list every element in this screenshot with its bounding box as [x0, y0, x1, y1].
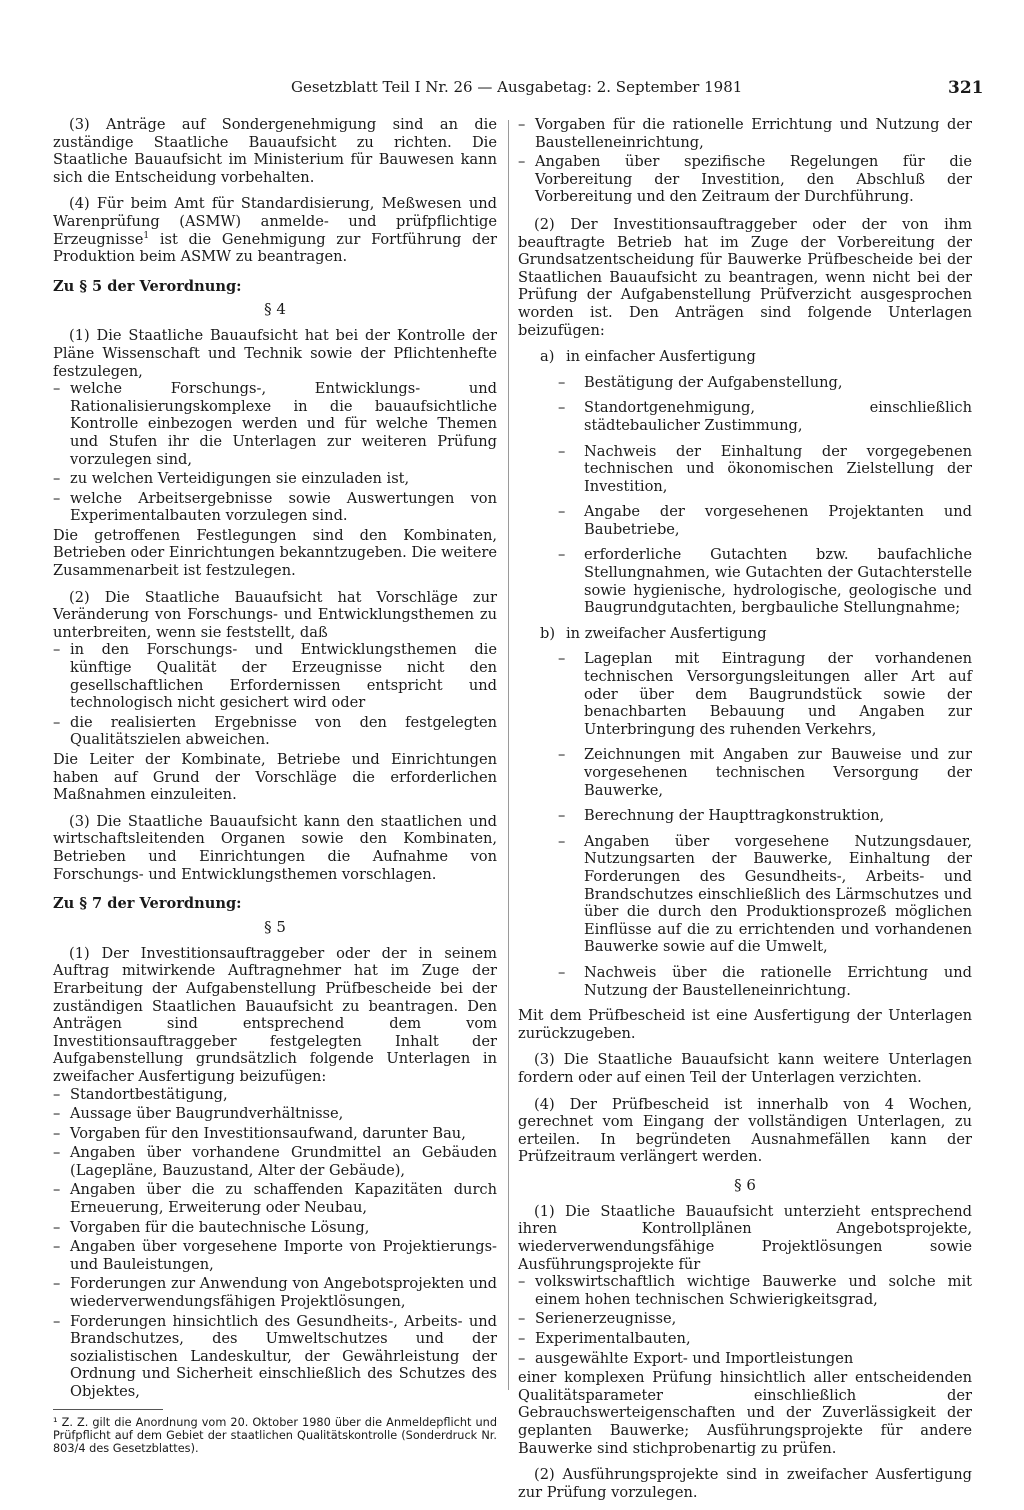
- bullet-list: [518, 116, 972, 206]
- list-item: – Aussage über Baugrundverhältnisse,: [53, 1105, 344, 1123]
- bullet-list: [53, 380, 497, 525]
- sub-list-item: – Zeichnungen mit Angaben zur Bauweise und zur vorgesehenen technischen Versorgung der Bauwerke,: [558, 746, 972, 799]
- paragraph-text: ist die Genehmigung zur Fortführung der Produktion beim ASMW zu beantragen.: [53, 230, 497, 266]
- paragraph: Die getroffenen Festlegungen sind den Kombinaten, Betrieben oder Einrichtungen bekanntzugeben. Die weitere Zusammenarbeit ist festzulegen.: [53, 526, 497, 580]
- paragraph: (1) Die Staatliche Bauaufsicht hat bei der Kontrolle der Pläne Wissenschaft und Technik sowie der Pflichtenhefte festzulegen,: [53, 327, 497, 380]
- sub-list-item: – Lageplan mit Eintragung der vorhandenen technischen Versorgungsleitungen aller Art auf oder über dem Baugrundstück sowie der benachbarten Bebauung und Angaben zur Unterbringung des ruhenden Verkehrs,: [558, 650, 972, 738]
- list-item: – welche Forschungs-, Entwicklungs- und Rationalisierungskomplexe in die bauaufsichtliche Kontrolle einbezogen werden und für welche Themen und Stufen ihr die Unterlagen zur weiteren Prüfung vorzulegen sind,: [53, 380, 497, 468]
- list-item: – welche Arbeitsergebnisse sowie Auswertungen von Experimentalbauten vorzulegen sind.: [53, 489, 497, 525]
- sub-list-item: – Standortgenehmigung, einschließlich städtebaulicher Zustimmung,: [558, 399, 972, 434]
- sub-list-item: – erforderliche Gutachten bzw. baufachliche Stellungnahmen, wie Gutachten der Gutachterstelle sowie hygienische, hydrologische, geologische und Baugrundgutachten, bergbauliche Stellungnahme;: [558, 546, 972, 617]
- running-header: [0, 76, 1024, 100]
- sub-list-item: – Berechnung der Haupttragkonstruktion,: [558, 807, 885, 825]
- list-item: – zu welchen Verteidigungen sie einzuladen ist,: [53, 470, 410, 488]
- sub-list-item: – Bestätigung der Aufgabenstellung,: [558, 373, 843, 391]
- list-item: – Angaben über vorgesehene Importe von Projektierungs- und Bauleistungen,: [53, 1238, 497, 1273]
- sub-list-item: – Nachweis über die rationelle Errichtung und Nutzung der Baustelleneinrichtung.: [558, 963, 972, 999]
- list-item: – die realisierten Ergebnisse von den festgelegten Qualitätszielen abweichen.: [53, 713, 497, 749]
- list-item: – Forderungen hinsichtlich des Gesundheits-, Arbeits- und Brandschutzes, des Umweltschutzes und der sozialistischen Landeskultur, der Gewährleistung der Ordnung und Sicherheit einschließlich des Schutzes des Objektes,: [53, 1312, 497, 1400]
- list-item: – Vorgaben für die bautechnische Lösung,: [53, 1218, 370, 1236]
- list-item: – Forderungen zur Anwendung von Angebotsprojekten und wiederverwendungsfähigen Projektlösungen,: [53, 1275, 497, 1311]
- paragraph: (2) Die Staatliche Bauaufsicht hat Vorschläge zur Veränderung von Forschungs- und Entwicklungsthemen zu unterbreiten, wenn sie feststellt, daß: [53, 588, 497, 641]
- footnote-rule: [53, 1409, 163, 1410]
- list-item: – Vorgaben für die rationelle Errichtung und Nutzung der Baustelleneinrichtung,: [518, 116, 972, 151]
- paragraph: (3) Anträge auf Sondergenehmigung sind an die zuständige Staatliche Bauaufsicht zu richten. Die Staatliche Bauaufsicht im Ministerium für Bauwesen kann sich die Entscheidung vorbehalten.: [53, 116, 497, 186]
- paragraph: (1) Die Staatliche Bauaufsicht unterzieht entsprechend ihren Kontrollplänen Angebotsprojekte, wiederverwendungsfähige Projektlösungen sowie Ausführungsprojekte für: [518, 1202, 972, 1273]
- section-heading: Zu § 7 der Verordnung:: [53, 895, 242, 913]
- list-item: – Angaben über spezifische Regelungen für die Vorbereitung der Investition, den Abschluß der Vorbereitung und den Zeitraum der Durchführung.: [518, 153, 972, 206]
- page-number: 321: [948, 78, 984, 98]
- section-number: § 4: [264, 300, 286, 319]
- list-item: – Angaben über die zu schaffenden Kapazitäten durch Erneuerung, Erweiterung oder Neubau,: [53, 1181, 497, 1217]
- running-title: Gesetzblatt Teil I Nr. 26 — Ausgabetag: 2. September 1981: [291, 78, 743, 96]
- paragraph: Die Leiter der Kombinate, Betriebe und Einrichtungen haben auf Grund der Vorschläge die erforderlichen Maßnahmen einzuleiten.: [53, 751, 497, 804]
- list-item: – Serienerzeugnisse,: [518, 1310, 677, 1328]
- paragraph: (3) Die Staatliche Bauaufsicht kann den staatlichen und wirtschaftsleitenden Organen sowie den Kombinaten, Betrieben und Einrichtungen die Aufnahme von Forschungs- und Entwicklungsthemen vorschlagen.: [53, 812, 497, 883]
- paragraph: (2) Ausführungsprojekte sind in zweifacher Ausfertigung zur Prüfung vorzulegen.: [518, 1466, 972, 1501]
- list-item: – volkswirtschaftlich wichtige Bauwerke und solche mit einem hohen technischen Schwierigkeitsgrad,: [518, 1273, 972, 1308]
- list-item: – Standortbestätigung,: [53, 1085, 228, 1103]
- list-item: – Angaben über vorhandene Grundmittel an Gebäuden (Lagepläne, Bauzustand, Alter der Gebäude),: [53, 1144, 497, 1179]
- section-number: § 5: [264, 917, 286, 936]
- column-divider: [508, 120, 509, 1390]
- lettered-item-a: a) in einfacher Ausfertigung: [540, 348, 756, 366]
- list-item: – in den Forschungs- und Entwicklungsthemen die künftige Qualität der Erzeugnisse nicht den gesellschaftlichen Erfordernissen entspricht und technologisch nicht gesichert wird oder: [53, 641, 497, 712]
- bullet-list: [518, 1273, 972, 1367]
- list-item: – Experimentalbauten,: [518, 1330, 691, 1348]
- sub-list-item: – Angaben über vorgesehene Nutzungsdauer, Nutzungsarten der Bauwerke, Einhaltung der Forderungen des Gesundheits-, Arbeits- und Brandschutzes einschließlich des Lärmschutzes und über die durch den Produktionsprozeß möglichen Einflüsse auf die zu errichtenden und vorhandenen Bauwerke sowie auf die Umwelt,: [558, 832, 972, 956]
- list-item: – Vorgaben für den Investitionsaufwand, darunter Bau,: [53, 1124, 466, 1142]
- left-column: [53, 116, 497, 1455]
- paragraph: (3) Die Staatliche Bauaufsicht kann weitere Unterlagen fordern oder auf einen Teil der Unterlagen verzichten.: [518, 1051, 972, 1086]
- lettered-item-b: b) in zweifacher Ausfertigung: [540, 624, 767, 642]
- section-heading: Zu § 5 der Verordnung:: [53, 277, 242, 295]
- paragraph-text: (4) Für beim Amt für Standardisierung, Meßwesen und Warenprüfung (ASMW) anmelde- und prüfpflichtige Erzeugnisse: [53, 195, 497, 248]
- paragraph: [53, 195, 497, 265]
- bullet-list: [53, 641, 497, 749]
- section-number: § 6: [734, 1175, 756, 1194]
- footnote-marker: 1: [143, 230, 150, 241]
- footnote: ¹ Z. Z. gilt die Anordnung vom 20. Oktober 1980 über die Anmeldepflicht und Prüfpflicht auf dem Gebiet der staatlichen Qualitätskontrolle (Sonderdruck Nr. 803/4 des Gesetzblattes).: [53, 1415, 497, 1455]
- sub-list-item: – Angabe der vorgesehenen Projektanten und Baubetriebe,: [558, 503, 972, 538]
- list-item: – ausgewählte Export- und Importleistungen: [518, 1349, 854, 1367]
- paragraph: (1) Der Investitionsauftraggeber oder der in seinem Auftrag mitwirkende Auftragnehmer hat im Zuge der Erarbeitung der Aufgabenstellung Prüfbescheide bei der zuständigen Staatlichen Bauaufsicht zu beantragen. Den Anträgen sind entsprechend dem vom Investitionsauftraggeber festgelegten Inhalt der Aufgabenstellung grundsätzlich folgende Unterlagen in zweifacher Ausfertigung beizufügen:: [53, 944, 497, 1085]
- paragraph: (4) Der Prüfbescheid ist innerhalb von 4 Wochen, gerechnet vom Eingang der vollständigen Unterlagen, zu erteilen. In begründeten Ausnahmefällen kann der Prüfzeitraum verlängert werden.: [518, 1095, 972, 1166]
- right-column: [518, 116, 972, 1510]
- sub-list-item: – Nachweis der Einhaltung der vorgegebenen technischen und ökonomischen Zielstellung der Investition,: [558, 442, 972, 495]
- paragraph: Mit dem Prüfbescheid ist eine Ausfertigung der Unterlagen zurückzugeben.: [518, 1007, 972, 1042]
- bullet-list: [53, 1086, 497, 1401]
- paragraph: (2) Der Investitionsauftraggeber oder der von ihm beauftragte Betrieb hat im Zuge der Vorbereitung der Grundsatzentscheidung für Bauwerke Prüfbescheide bei der Staatlichen Bauaufsicht zu beantragen, wenn nicht bei der Prüfung der Aufgabenstellung Prüfverzicht ausgesprochen worden ist. Den Anträgen sind folgende Unterlagen beizufügen:: [518, 215, 972, 339]
- paragraph: einer komplexen Prüfung hinsichtlich aller entscheidenden Qualitätsparameter einschließlich der Gebrauchswerteigenschaften und der Zuverlässigkeit der geplanten Bauwerke; Ausführungsprojekte für andere Bauwerke sind stichprobenartig zu prüfen.: [518, 1369, 972, 1457]
